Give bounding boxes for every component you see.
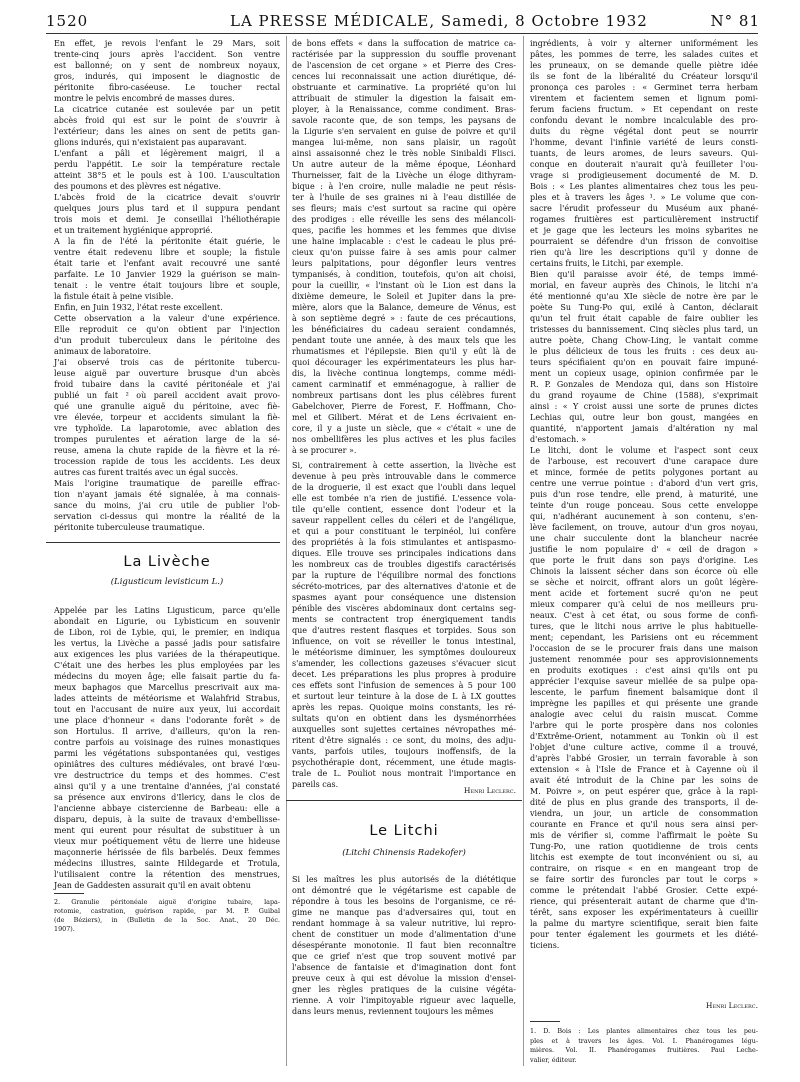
text-line: gime ne manque pas d'adversaires qui, tout en xyxy=(292,908,516,917)
text-line: Bois : « Les plantes alimentaires chez tous les peu- xyxy=(530,182,758,191)
text-line: (de Béziers), in (Bulletin de la Soc. Anat., 20 Déc. xyxy=(54,916,280,924)
text-line: nos ombellifères les plus actives et les plus faciles xyxy=(292,435,516,444)
text-line: après les repas. Quoique moins constants, les ré- xyxy=(292,703,516,712)
text-line: d'Extrême-Orient, notamment au Tonkin où il est xyxy=(530,732,758,741)
text-line: ractérisée par la suppression du souffle provenant xyxy=(292,50,516,59)
text-line: teinte d'un rouge ponceau. Sous cette enveloppe xyxy=(530,501,758,510)
text-line: par la rupture de l'équilibre normal des fonctions xyxy=(292,571,516,580)
journal-title: LA PRESSE MÉDICALE, Samedi, 8 Octobre 1932 xyxy=(230,12,648,30)
text-line: qu'un tel fruit était capable de faire oublier les xyxy=(530,314,758,323)
issue-number: N° 81 xyxy=(710,12,760,30)
text-line: était tarie et l'enfant avait recouvré une santé xyxy=(54,259,280,268)
text-line: et un traitement hygiénique approprié. xyxy=(54,226,213,235)
text-line: et qui a pour constituant le terpinéol, lui confère xyxy=(292,527,516,536)
text-line: autre poète, Chang Chow-Ling, le vantait comme xyxy=(530,336,758,345)
text-line: opiniâtres des cultures médiévales, ont bravé l'œu- xyxy=(54,760,280,769)
section-subtitle-litchi: (Litchi Chinensis Radekofer) xyxy=(342,848,466,858)
text-line: ter à l'huile de ses graines ni à l'eau distillée de xyxy=(292,193,516,202)
text-line: rendant hommage à sa valeur nutritive, lui repro- xyxy=(292,919,516,928)
text-line: ployer, à la Renaissance, comme condiment. Bras- xyxy=(292,105,516,114)
text-line: influence, on voit se réveiller le tonus intestinal, xyxy=(292,637,516,646)
text-line: pendant toute une année, à des maux tels que les xyxy=(292,336,516,345)
text-line: trale de L. Pouliot nous montrait l'importance en xyxy=(292,769,516,778)
section-title-livèche: La Livèche xyxy=(123,554,211,570)
text-line: des propriétés à la fois stimulantes et antispasmo- xyxy=(292,538,516,547)
column-divider-2 xyxy=(523,36,524,1066)
text-line: tures, que le litchi nous arrive le plus habituelle- xyxy=(530,622,758,631)
text-line: et je gage que les lecteurs les moins sybarites ne xyxy=(530,226,758,235)
text-line: vieux mur poétiquement vêtu de lierre une hideuse xyxy=(54,837,280,846)
text-line: à se procurer ». xyxy=(292,446,357,455)
text-line: montre le pelvis encombré de masses dures. xyxy=(54,94,235,103)
text-line: sécréto-motrices, par des alternatives d'atonie et de xyxy=(292,582,516,591)
text-line: mière, alors que la Balance, demeure de Vénus, est xyxy=(292,303,516,312)
text-line: Thurneisser, fait de la Livèche un éloge dithyram- xyxy=(292,171,516,180)
text-line: 1. D. Bois : Les plantes alimentaires chez tous les peu- xyxy=(530,1027,758,1035)
text-line: 1907). xyxy=(54,925,75,933)
text-line: la Ligurie s'en servaient en guise de poivre et qu'il xyxy=(292,127,516,136)
text-line: atteint 38°5 et le pouls est à 100. L'auscultation xyxy=(54,171,280,180)
text-line: cieux qu'on puisse faire à ses amis pour calmer xyxy=(292,248,516,257)
text-line: Si les maîtres les plus autorisés de la diététique xyxy=(292,875,516,884)
text-line: l'homme, devant l'infinie variété de leurs consti- xyxy=(530,138,758,147)
text-line: Le litchi, dont le volume et l'aspect sont ceux xyxy=(530,446,758,455)
text-line: pour tenter également les gourmets et les diété- xyxy=(530,930,758,939)
text-line: parfaite. Le 10 Janvier 1929 la guérison se main- xyxy=(54,270,280,279)
text-line: s'amender, les collections gazeuses s'évacuer sicut xyxy=(292,659,516,668)
text-line: dixième demeure, le Soleil et Jupiter dans la pre- xyxy=(292,292,516,301)
signature: Henri Leclerc. xyxy=(463,786,516,795)
text-line: mieux comparer qu'à celui de nos meilleurs pru- xyxy=(530,600,758,609)
text-line: les vertus, la Livèche a passé jadis pour satisfaire xyxy=(54,639,280,648)
text-line: contraire, on risque « en en mangeant trop de xyxy=(530,864,758,873)
text-line: apprécier l'exquise saveur miellée de sa pulpe opa- xyxy=(530,677,758,686)
text-line: de l'arbouse, est recouvert d'une carapace dure xyxy=(530,457,758,466)
text-line: vre typhoïde. La laparotomie, avec ablation des xyxy=(54,424,280,433)
text-line: trois mois et demi. Je conseillai l'héliothérapie xyxy=(54,215,280,224)
text-line: l'utilisaient contre la rétention des menstrues, xyxy=(54,870,280,879)
text-line: tile qu'elle contient, essence dont l'odeur et la xyxy=(292,505,516,514)
text-line: Enfin, en Juin 1932, l'état reste excellent. xyxy=(54,303,223,312)
text-line: pourraient se défendre d'un frisson de convoitise xyxy=(530,237,758,246)
text-line: les nombreux cas de troubles digestifs caractérisés xyxy=(292,560,516,569)
text-line: pour la cueillir, « l'instant où le Lion est dans la xyxy=(292,281,516,290)
text-line: A la fin de l'été la péritonite était guérie, le xyxy=(54,237,280,246)
text-line: parmi les végétations subspontanées qui, vestiges xyxy=(54,749,280,758)
text-line: ment; cependant, les Parisiens ont eu récemment xyxy=(530,633,758,642)
text-line: dis, la livèche continua longtemps, comme médi- xyxy=(292,369,516,378)
text-line: ment un copieux usage, opinion confirmée par le xyxy=(530,369,758,378)
text-line: lades atteints de météorisme et Walahfrid Strabus, xyxy=(54,694,280,703)
text-line: C'était une des herbes les plus employées par les xyxy=(54,661,280,670)
text-line: Un autre auteur de la même époque, Léonhard xyxy=(292,160,516,169)
text-line: meux baphagos que Marcellus prescrivait aux ma- xyxy=(54,683,280,692)
text-line: ils se font de la libéralité du Créateur lorsqu'il xyxy=(530,72,758,81)
text-line: vrage si prodigieusement documenté de M. D. xyxy=(530,171,758,180)
text-line: poète Su Tung-Po qui, exilé à Canton, déclarait xyxy=(530,303,758,312)
text-line: qui, n'adhérant aucunement à son contenu, s'en- xyxy=(530,512,758,521)
text-line: nombreux partisans dont les plus célèbres furent xyxy=(292,391,516,400)
text-line: virentem et facientem semen et lignum pomi- xyxy=(530,94,758,103)
text-line: le plus délicieux de tous les fruits : ces deux au- xyxy=(530,347,758,356)
text-line: glions indurés, qui n'existaient pas auparavant. xyxy=(54,138,247,147)
text-line: rotomie, castration, guérison rapide, par M. P. Guibal xyxy=(54,907,280,915)
text-line: lève facilement, on trouve, autour d'un gros noyau, xyxy=(530,523,758,532)
text-line: l'absence de fantaisie et d'imagination dont font xyxy=(292,963,516,972)
text-line: Chinois la laissent sécher dans son écorce où elle xyxy=(530,567,758,576)
text-line: cences lui reconnaissait une action diurétique, dé- xyxy=(292,72,516,81)
text-line: se faire sortir des furoncles par tout le corps » xyxy=(530,875,758,884)
text-line: péritonite tuberculeuse traumatique. xyxy=(54,523,205,532)
text-line: de bons effets « dans la suffocation de matrice ca- xyxy=(292,39,516,48)
text-line: tympanisés, à condition, toutefois, qu'on ait choisi, xyxy=(292,270,516,279)
text-line: servation ci-dessus qui montre la réalité de la xyxy=(54,512,280,521)
text-line: et surtout leur teinture à la dose de L à LX gouttes xyxy=(292,692,516,701)
text-line: est ballonné; on y sent de nombreux noyaux, xyxy=(54,61,280,70)
text-line: que d'autres restent flasques et torpides. Sous son xyxy=(292,626,516,635)
text-line: gros, indurés, qui imposent le diagnostic de xyxy=(54,72,280,81)
text-line: froid tubaire dans la cavité péritonéale et j'ai xyxy=(54,380,280,389)
text-line: Mais l'origine traumatique de pareille effrac- xyxy=(54,479,280,488)
text-line: l'occasion de se le procurer frais dans une maison xyxy=(530,644,758,653)
text-line: Tung-Po, une ration quotidienne de trois cents xyxy=(530,842,758,851)
text-line: ont démontré que le végétarisme est capable de xyxy=(292,886,516,895)
text-line: 2. Granulie péritonéale aiguë d'origine tubaire, lapa- xyxy=(54,898,280,906)
text-line: gner les règles pratiques de la cuisine végéta- xyxy=(292,985,516,994)
text-line: trocession rapide de tous les accidents. Les deux xyxy=(54,457,280,466)
section-title-litchi: Le Litchi xyxy=(369,823,439,839)
text-line: leuse aiguë par ouverture brusque d'un abcès xyxy=(54,369,280,378)
text-line: courante en France et qu'il nous sera ainsi per- xyxy=(530,820,758,829)
text-line: psychothérapie dont, récemment, une étude magis- xyxy=(292,758,516,767)
text-line: attribuait de stimuler la digestion la faisait em- xyxy=(292,94,516,103)
text-line: leurs palpitations, pour dégonfler leurs ventres xyxy=(292,259,516,268)
text-line: chent de constituer un mode d'alimentation d'une xyxy=(292,930,516,939)
text-line: ples et à travers les âges. Vol. I. Phanérogames légu- xyxy=(530,1036,758,1045)
text-line: En effet, je revois l'enfant le 29 Mars, soit xyxy=(54,39,280,48)
text-line: confondu devant le nombre incalculable des pro- xyxy=(530,116,758,125)
text-line: de la droguerie, il est exact que l'oubli dans lequel xyxy=(292,483,516,492)
text-line: qué une granulie aiguë du péritoine, avec fiè- xyxy=(54,402,280,411)
text-line: Cette observation a la valeur d'une expérience. xyxy=(54,314,280,323)
section-rule xyxy=(286,800,522,801)
text-line: animaux de laboratoire. xyxy=(54,347,151,356)
text-line: aux exigences les plus variées de la thérapeutique. xyxy=(54,650,280,659)
text-line: la fistule était à peine visible. xyxy=(54,292,174,301)
text-line: reuse, amena la chute rapide de la fièvre et la ré- xyxy=(54,446,280,455)
text-line: en produits exotiques : c'est ainsi qu'ils ont pu xyxy=(530,666,758,675)
text-line: désespérante monotonie. Il faut bien reconnaître xyxy=(292,941,516,950)
text-line: litchis est exempte de tout inconvénient ou si, au xyxy=(530,853,758,862)
text-line: médecins du moyen âge; elle faisait partie du fa- xyxy=(54,672,280,681)
text-line: sance du moins, j'ai cru utile de publier l'ob- xyxy=(54,501,280,510)
text-line: Si, contrairement à cette assertion, la livèche est xyxy=(292,461,516,470)
text-line: rhumatismes et l'épilepsie. Bien qu'il y eût là de xyxy=(292,347,516,356)
text-line: maçonnerie hérissée de fils barbelés. Deux femmes xyxy=(54,848,280,857)
section-subtitle-livèche: (Ligusticum levisticum L.) xyxy=(110,577,224,587)
text-line: Lechias qui, outre leur bon goust, mangées en xyxy=(530,413,758,422)
text-line: certains fruits, le Litchi, par exemple. xyxy=(530,259,684,268)
text-line: la palme du martyre scientifique, serait bien faite xyxy=(530,919,758,928)
text-line: savole raconte que, de son temps, les paysans de xyxy=(292,116,516,125)
text-line: des poumons et des plèvres est négative. xyxy=(54,182,221,191)
text-line: vre élevée, torpeur et accidents simulant la fiè- xyxy=(54,413,280,422)
text-line: que porte le fruit dans son pays d'origine. Les xyxy=(530,556,758,565)
text-line: trompes purulentes et aération large de la sé- xyxy=(54,435,280,444)
text-line: ritent d'être signalés : ce sont, du moins, des adju- xyxy=(292,736,516,745)
header-rule xyxy=(46,33,758,34)
text-line: preuve ceux à qui est dévolue la mission d'ensei- xyxy=(292,974,516,983)
text-line: mangea lui-même, non sans plaisir, un ragoût xyxy=(292,138,516,147)
text-line: trente-cinq jours après l'accident. Son ventre xyxy=(54,50,280,59)
text-line: conque en douterait n'aurait qu'à feuilleter l'ou- xyxy=(530,160,758,169)
text-line: été mentionné qu'au XIe siècle de notre ère par le xyxy=(530,292,758,301)
text-line: vants, parfois utiles, toujours inoffensifs, de la xyxy=(292,747,516,756)
text-line: ces effets sont l'infusion de semences à 5 pour 100 xyxy=(292,681,516,690)
text-line: médecins illustres, sainte Hildegarde et Trotula, xyxy=(54,859,280,868)
text-line: ses fleurs; mais c'est surtout sa racine qui opère xyxy=(292,204,516,213)
text-line: disparu, depuis, à la suite de travaux d'embellisse- xyxy=(54,815,280,824)
text-line: bique : à l'en croire, nulle maladie ne peut résis- xyxy=(292,182,516,191)
text-line: tuants, de leurs aromes, de leurs saveurs. Qui- xyxy=(530,149,758,158)
text-line: devenue à peu près introuvable dans le commerce xyxy=(292,472,516,481)
text-line: rienne. A voir l'impitoyable rigueur avec laquelle, xyxy=(292,996,516,1005)
text-line: d'après l'abbé Grosier, un terrain favorable à son xyxy=(530,754,758,763)
text-line: de Libon, roi de Lybie, qui, le premier, en indiqua xyxy=(54,628,280,637)
text-line: L'enfant a pâli et légèrement maigri, il a xyxy=(54,149,280,158)
text-line: decet. Les préparations les plus propres à produire xyxy=(292,670,516,679)
text-line: ments se contractent trop énergiquement tandis xyxy=(292,615,516,624)
text-line: térêt, sans exposer les expérimentateurs à cueillir xyxy=(530,908,758,917)
text-line: puis d'un rose tendre, elle prend, à maturité, une xyxy=(530,490,758,499)
text-line: ainsi qu'il y a une trentaine d'années, j'ai constaté xyxy=(54,782,280,791)
text-line: tion n'ayant jamais été signalée, à ma connais- xyxy=(54,490,280,499)
text-line: sacre l'érudit professeur du Muséum aux phané- xyxy=(530,204,758,213)
text-line: les bénéficiaires du cadeau seraient condamnés, xyxy=(292,325,516,334)
text-line: elle est tombée n'a rien de justifié. L'essence vola- xyxy=(292,494,516,503)
text-line: R. P. Gonzales de Mendoza qui, dans son Histoire xyxy=(530,380,758,389)
text-line: J'ai observé trois cas de péritonite tubercu- xyxy=(54,358,280,367)
text-line: analogie avec celui du raisin muscat. Comme xyxy=(530,710,758,719)
text-line: dans leurs menus, reviennent toujours les mêmes xyxy=(292,1007,494,1016)
text-line: Bien qu'il paraisse avoir été, de temps immé- xyxy=(530,270,758,279)
text-line: Appelée par les Latins Ligusticum, parce qu'elle xyxy=(54,606,280,615)
text-line: l'ancienne abbaye cistercienne de Barbeau: elle a xyxy=(54,804,280,813)
text-line: rien qu'à lire les descriptions qu'il y donne de xyxy=(530,248,758,257)
text-line: autres cas furent traités avec un égal succès. xyxy=(54,468,239,477)
text-line: les pruneaux, on se demande quelle piètre idée xyxy=(530,61,758,70)
text-line: obstruante et carminative. La propriété qu'on lui xyxy=(292,83,516,92)
text-line: lescente, le parfum finement balsamique dont il xyxy=(530,688,758,697)
text-line: spasmes ayant pour conséquence une distension xyxy=(292,593,516,602)
text-line: ment acide et fortement sucré qu'on ne peut xyxy=(530,589,758,598)
text-line: ples et à travers les âges ¹. » Le volume que con- xyxy=(530,193,758,202)
text-line: L'abcès froid de la cicatrice devait s'ouvrir xyxy=(54,193,280,202)
text-line: d'estomach. » xyxy=(530,435,587,444)
text-line: se sèche et noircit, offrant alors un goût légère- xyxy=(530,578,758,587)
footnote-rule xyxy=(54,893,84,894)
text-line: ment qui eurent pour résultat de substituer à un xyxy=(54,826,280,835)
text-line: teurs spécifiaient qu'on en pouvait faire impuné- xyxy=(530,358,758,367)
text-line: ticiens. xyxy=(530,941,560,950)
text-line: quelques jours plus tard et il suppura pendant xyxy=(54,204,280,213)
text-line: mis de vérifier si, comme l'affirmait le poète Su xyxy=(530,831,758,840)
text-line: vre destructrice du temps et des hommes. C'est xyxy=(54,771,280,780)
text-line: l'arbre qui le porte prospère dans nos colonies xyxy=(530,721,758,730)
text-line: d'un produit tuberculeux dans le péritoine des xyxy=(54,336,280,345)
text-line: duits du règne végétal dont peut se nourrir xyxy=(530,127,758,136)
text-line: valier, éditeur. xyxy=(530,1055,577,1064)
text-line: diques. Elle trouve ses principales indications dans xyxy=(292,549,516,558)
text-line: perdu l'appétit. Le soir la température rectale xyxy=(54,160,280,169)
text-line: Gabelchover, Pierre de Forest, F. Hoffmann, Cho- xyxy=(292,402,516,411)
text-line: une place d'honneur « dans l'odorante forêt » de xyxy=(54,716,280,725)
text-line: l'extérieur; dans les aines on sent de petits gan- xyxy=(54,127,280,136)
text-line: sultats qu'on en obtient dans les dysménorrhées xyxy=(292,714,516,723)
text-line: extension « à l'Isle de France et à Cayenne où il xyxy=(530,765,758,774)
text-line: mel et Gilibert. Mérat et de Lens écrivaient en- xyxy=(292,413,516,422)
text-line: core, il y a juste un siècle, que « c'était « une de xyxy=(292,424,516,433)
page-number: 1520 xyxy=(46,12,89,30)
text-line: ainsi : « Y croist aussi une sorte de prunes dictes xyxy=(530,402,758,411)
footnote-rule xyxy=(530,1021,560,1022)
text-line: ainsi assaisonné chez le très noble Sinibaldi Flisci. xyxy=(292,149,516,158)
text-line: justifie le nom populaire d' « œil de dragon » xyxy=(530,545,758,554)
text-line: ques, pacifie les hommes et les femmes que divise xyxy=(292,226,516,235)
text-line: imprègne les papilles et qui présente une grande xyxy=(530,699,758,708)
text-line: tenait : le ventre était toujours libre et souple, xyxy=(54,281,280,290)
text-line: tristesses du bannissement. Cinq siècles plus tard, un xyxy=(530,325,758,334)
text-line: cament carminatif et emménagogue, à rallier de xyxy=(292,380,516,389)
signature: Henri Leclerc. xyxy=(705,1001,758,1010)
text-line: comme le prétendait l'abbé Grosier. Cette expé- xyxy=(530,886,758,895)
text-line: abcès froid qui est sur le point de s'ouvrir à xyxy=(54,116,280,125)
text-line: le météorisme diminuer, les symptômes douloureux xyxy=(292,648,516,657)
text-line: neaux. C'est à cet état, ou sous forme de confi- xyxy=(530,611,758,620)
text-line: pareils cas. xyxy=(292,780,339,789)
text-line: répondre à tous les besoins de l'organisme, ce ré- xyxy=(292,897,516,906)
column-divider-1 xyxy=(286,36,287,1066)
text-line: centre une verrue pointue : d'abord d'un vert gris, xyxy=(530,479,758,488)
text-line: dité de plus en plus grande des transports, il de- xyxy=(530,798,758,807)
text-line: quantité, n'apportent jamais d'altération ny mal xyxy=(530,424,758,433)
text-line: une chair succulente dont la blancheur nacrée xyxy=(530,534,758,543)
text-line: à son septième degré » : faute de ces précautions, xyxy=(292,314,516,323)
text-line: une haine implacable : c'est le cadeau le plus pré- xyxy=(292,237,516,246)
text-line: ingrédients, à voir y alterner uniformément les xyxy=(530,39,758,48)
text-line: son Hortulus. Il arrive, d'ailleurs, qu'on la ren- xyxy=(54,727,280,736)
text-line: auxquelles sont sujettes certaines névropathes mé- xyxy=(292,725,516,734)
text-line: Elle reproduit ce qu'on obtient par l'injection xyxy=(54,325,280,334)
text-line: ventre était redevenu libre et souple; la fistule xyxy=(54,248,280,257)
text-line: abondait en Ligurie, ou Lybisticum en souvenir xyxy=(54,617,280,626)
text-line: avait été introduit de la Chine par les soins de xyxy=(530,776,758,785)
text-line: l'objet d'une culture active, comme il a trouvé, xyxy=(530,743,758,752)
text-line: péritonite fibro-caséeuse. Le toucher rectal xyxy=(54,83,280,92)
text-line: saveur rappellent celles du céleri et de l'angélique, xyxy=(292,516,516,525)
text-line: pâtes, les pommes de terre, les salades cuites et xyxy=(530,50,758,59)
text-line: morial, en faveur auprès des Chinois, le litchi n'a xyxy=(530,281,758,290)
text-line: ferum faciens fructum. » Et cependant on reste xyxy=(530,105,758,114)
text-line: mières. Vol. II. Phanérogames fruitières. Paul Leche- xyxy=(530,1046,758,1054)
text-line: La cicatrice cutanée est soulevée par un petit xyxy=(54,105,280,114)
text-line: du grand royaume de Chine (1588), s'exprimait xyxy=(530,391,758,400)
text-line: Jean de Gaddesten assurait qu'il en avait obtenu xyxy=(54,881,251,890)
text-line: sa présence aux environs d'Ilericy, dans le clos de xyxy=(54,793,280,802)
text-line: quoi décourager les expérimentateurs les plus har- xyxy=(292,358,516,367)
text-line: de l'ascension de cet organe » et Pierre des Cres- xyxy=(292,61,516,70)
text-line: viendra, un jour, un article de consommation xyxy=(530,809,758,818)
text-line: que ce grief n'est que trop souvent motivé par xyxy=(292,952,516,961)
text-line: justement renommée pour ses approvisionnements xyxy=(530,655,758,664)
text-line: pénible des viscères abdominaux dont certains seg- xyxy=(292,604,516,613)
text-line: prononça ces paroles : « Germinet terra herbam xyxy=(530,83,758,92)
section-rule xyxy=(46,542,280,543)
text-line: publié un fait ² où pareil accident avait provo- xyxy=(54,391,280,400)
text-line: contre parfois au voisinage des ruines monastiques xyxy=(54,738,280,747)
text-line: rogames fruitières est particulièrement instructif xyxy=(530,215,758,224)
text-line: M. Poivre », on peut espérer que, grâce à la rapi- xyxy=(530,787,758,796)
text-line: des prodiges : elle réveille les sens des mélancoli- xyxy=(292,215,516,224)
text-line: tout en l'accusant de nuire aux yeux, lui accordait xyxy=(54,705,280,714)
text-line: rience, qui présenterait autant de charme que d'in- xyxy=(530,897,758,906)
text-line: et mince, formée de petits polygones portant au xyxy=(530,468,758,477)
